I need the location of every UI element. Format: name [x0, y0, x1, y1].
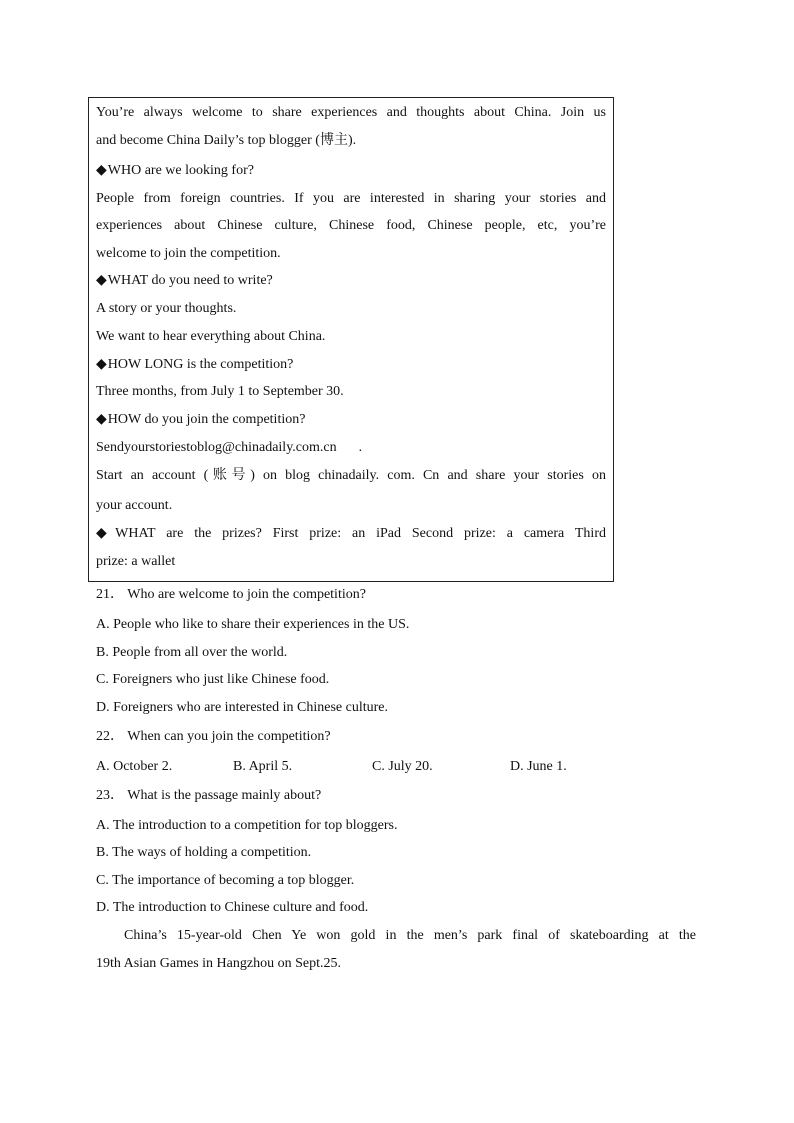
question-21-stem: 21． Who are welcome to join the competition? — [96, 587, 366, 602]
who-line-2: experiences about Chinese culture, Chinese food, Chinese people, etc, you’re — [96, 218, 606, 233]
what-line-2: We want to hear everything about China. — [96, 329, 326, 344]
what-heading: ◆WHAT do you need to write? — [96, 273, 273, 288]
diamond-bullet-icon: ◆ — [96, 273, 107, 288]
question-22-option-c: C. July 20. — [372, 759, 433, 774]
next-passage-line-2: 19th Asian Games in Hangzhou on Sept.25. — [96, 956, 341, 971]
intro-line-1: You’re always welcome to share experiences and thoughts about China. Join us — [96, 105, 606, 120]
intro-line-2: and become China Daily’s top blogger (博主). — [96, 133, 357, 148]
diamond-bullet-icon: ◆ — [96, 163, 107, 178]
question-22-option-a: A. October 2. — [96, 759, 173, 774]
what-line-1: A story or your thoughts. — [96, 301, 237, 316]
question-23-stem: 23． What is the passage mainly about? — [96, 788, 322, 803]
next-passage-line-1: China’s 15-year-old Chen Ye won gold in the men’s park final of skateboarding at the — [124, 928, 696, 943]
diamond-bullet-icon: ◆ — [96, 357, 107, 372]
question-23-option-a: A. The introduction to a competition for top bloggers. — [96, 818, 398, 833]
who-line-1: People from foreign countries. If you are interested in sharing your stories and — [96, 191, 606, 206]
who-heading: ◆WHO are we looking for? — [96, 163, 254, 178]
howjoin-line-3: your account. — [96, 498, 173, 513]
question-21-option-d: D. Foreigners who are interested in Chinese culture. — [96, 700, 388, 715]
howlong-heading: ◆HOW LONG is the competition? — [96, 357, 294, 372]
diamond-bullet-icon: ◆ — [96, 526, 115, 541]
diamond-bullet-icon: ◆ — [96, 412, 107, 427]
howjoin-email-line: Sendyourstoriestoblog@chinadaily.com.cn . — [96, 440, 363, 455]
question-23-option-b: B. The ways of holding a competition. — [96, 845, 312, 860]
prizes-line-2: prize: a wallet — [96, 554, 176, 569]
question-21-option-b: B. People from all over the world. — [96, 645, 288, 660]
question-23-option-c: C. The importance of becoming a top blogger. — [96, 873, 355, 888]
notice-box — [88, 97, 614, 582]
question-22-option-b: B. April 5. — [233, 759, 293, 774]
question-23-option-d: D. The introduction to Chinese culture and food. — [96, 900, 369, 915]
who-line-3: welcome to join the competition. — [96, 246, 281, 261]
howjoin-heading: ◆HOW do you join the competition? — [96, 412, 306, 427]
howlong-line-1: Three months, from July 1 to September 30. — [96, 384, 344, 399]
howjoin-line-2: Start an account (账号) on blog chinadaily. com. Cn and share your stories on — [96, 468, 606, 483]
prizes-line-1: ◆WHAT are the prizes? First prize: an iPad Second prize: a camera Third — [96, 526, 606, 541]
question-21-option-a: A. People who like to share their experiences in the US. — [96, 617, 410, 632]
question-22-stem: 22． When can you join the competition? — [96, 729, 331, 744]
email-address: Sendyourstoriestoblog@chinadaily.com.cn — [96, 440, 337, 455]
question-22-option-d: D. June 1. — [510, 759, 567, 774]
question-21-option-c: C. Foreigners who just like Chinese food. — [96, 672, 330, 687]
